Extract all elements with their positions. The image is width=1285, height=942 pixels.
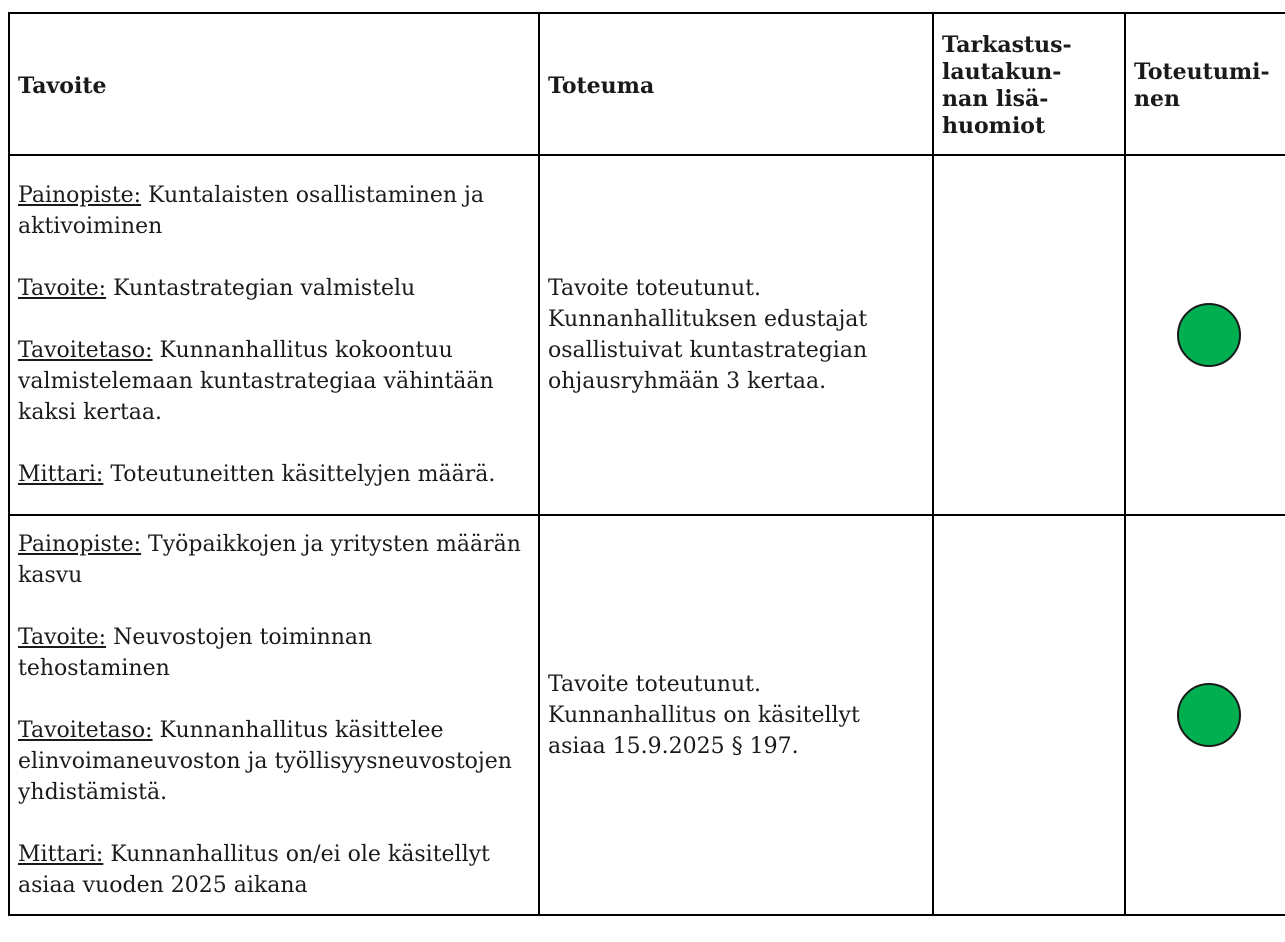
- metric-text: Kunnanhallitus on/ei ole käsitellyt asiaa vuoden 2025 aikana: [18, 842, 490, 898]
- table-row: [9, 155, 1285, 515]
- notes-cell: [933, 515, 1125, 915]
- header-result: Toteuma: [539, 13, 933, 155]
- focus-label: Painopiste:: [18, 183, 142, 208]
- focus-text: Kuntalaisten osallistaminen ja aktivoiminen: [18, 183, 484, 239]
- header-status: Toteutumi- nen: [1125, 13, 1285, 155]
- metric-text: Toteutuneitten käsittelyjen määrä.: [103, 462, 496, 487]
- notes-cell: [933, 155, 1125, 515]
- focus-line: [18, 529, 530, 591]
- focus-text: Työpaikkojen ja yritysten määrän kasvu: [18, 532, 521, 588]
- focus-line: [18, 180, 530, 242]
- metric-line: [18, 459, 530, 490]
- level-line: [18, 715, 530, 808]
- status-cell: [1125, 515, 1285, 915]
- result-cell: [539, 155, 933, 515]
- status-cell: [1125, 155, 1285, 515]
- result-cell: [539, 515, 933, 915]
- header-notes: Tarkastus- lautakun- nan lisä- huomiot: [933, 13, 1125, 155]
- goal-text: Neuvostojen toiminnan tehostaminen: [18, 625, 373, 681]
- metric-line: [18, 839, 530, 901]
- goal-text: Kuntastrategian valmistelu: [106, 276, 416, 301]
- header-row: [9, 13, 1285, 155]
- metric-label: Mittari:: [18, 842, 104, 867]
- table-row: [9, 515, 1285, 915]
- metric-label: Mittari:: [18, 462, 104, 487]
- status-indicator: [1177, 303, 1241, 367]
- level-label: Tavoitetaso:: [18, 718, 153, 743]
- level-text: Kunnanhallitus käsittelee elinvoimaneuvoston ja työllisyysneuvostojen yhdistämistä.: [18, 718, 512, 805]
- result-text: Tavoite toteutunut. Kunnanhallituksen edustajat osallistuivat kuntastrategian ohjausryhmään 3 kertaa.: [548, 276, 868, 394]
- focus-label: Painopiste:: [18, 532, 142, 557]
- header-goal: Tavoite: [9, 13, 539, 155]
- goals-table: [8, 12, 1285, 916]
- level-text: Kunnanhallitus kokoontuu valmistelemaan kuntastrategiaa vähintään kaksi kertaa.: [18, 338, 494, 425]
- level-line: [18, 335, 530, 428]
- goal-cell: [9, 515, 539, 915]
- goal-label: Tavoite:: [18, 625, 107, 650]
- goal-cell: [9, 155, 539, 515]
- goal-label: Tavoite:: [18, 276, 107, 301]
- goal-line: [18, 273, 530, 304]
- status-indicator: [1177, 683, 1241, 747]
- result-text: Tavoite toteutunut. Kunnanhallitus on käsitellyt asiaa 15.9.2025 § 197.: [548, 671, 860, 759]
- goal-line: [18, 622, 530, 684]
- level-label: Tavoitetaso:: [18, 338, 153, 363]
